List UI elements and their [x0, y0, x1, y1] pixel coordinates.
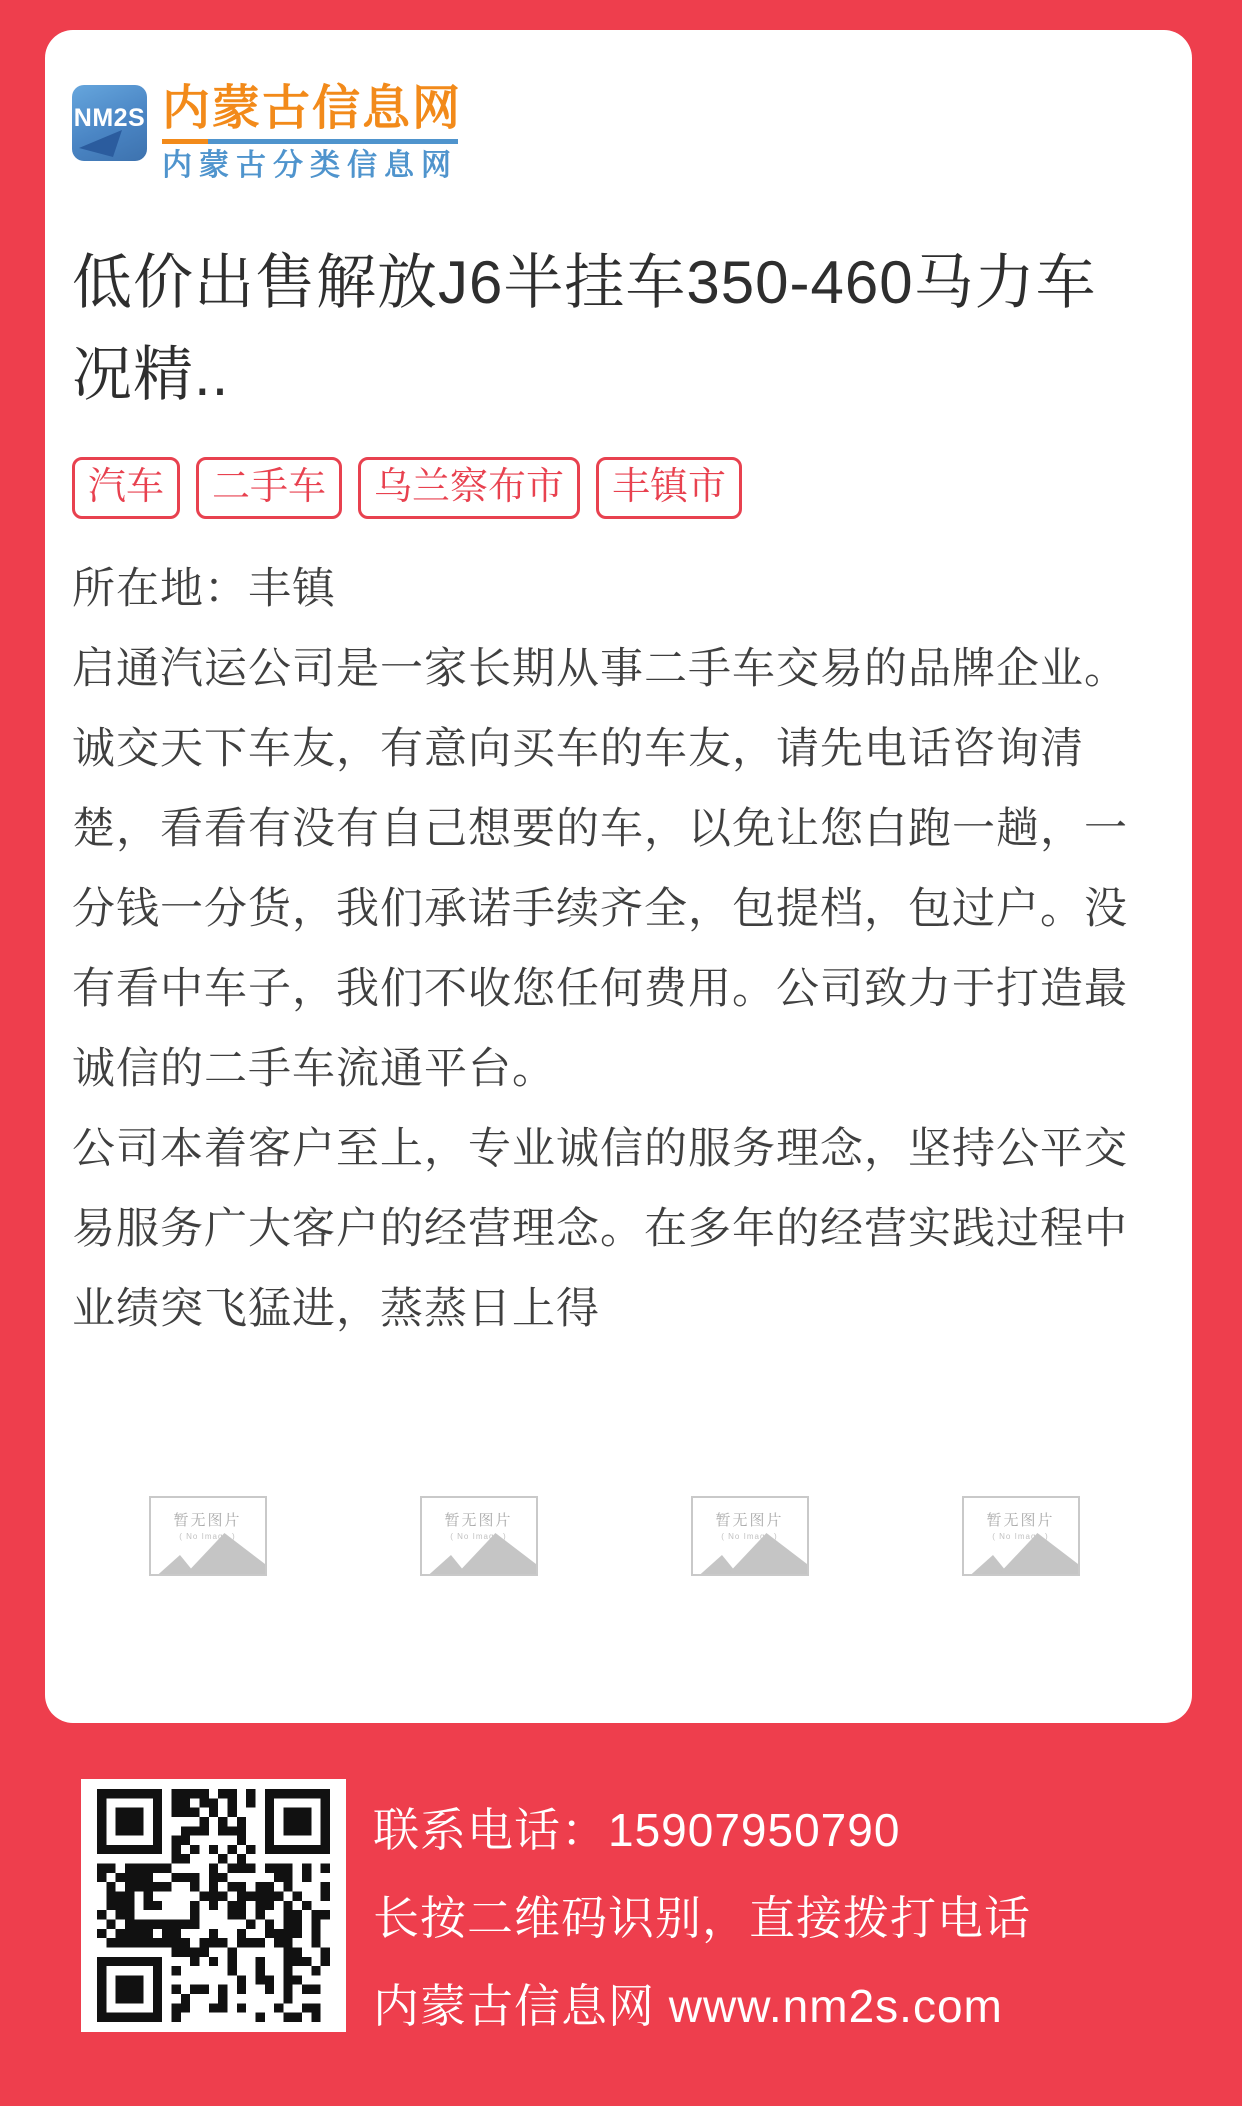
- image-placeholder-row: [72, 1496, 1156, 1576]
- no-image-sublabel: ( No Image ): [992, 1532, 1049, 1541]
- no-image-label: 暂无图片: [986, 1512, 1055, 1529]
- site-url[interactable]: 内蒙古信息网 www.nm2s.com: [373, 1980, 1003, 2032]
- location-line: 所在地：丰镇: [72, 564, 336, 613]
- no-image-placeholder: [149, 1496, 267, 1576]
- listing-card: [45, 30, 1192, 1723]
- no-image-label: 暂无图片: [444, 1512, 513, 1529]
- tag-city[interactable]: 乌兰察布市: [358, 457, 580, 519]
- tag-subcategory[interactable]: 二手车: [196, 457, 342, 519]
- listing-description: [72, 549, 1156, 1349]
- folded-corner-icon: [72, 85, 147, 161]
- mountain-icon: [422, 1528, 536, 1574]
- contact-info: [373, 1783, 1031, 2047]
- logo-subtitle: 内蒙古分类信息网: [162, 149, 458, 182]
- logo-text-block: [162, 82, 463, 182]
- mountain-icon: [964, 1528, 1078, 1574]
- tag-category[interactable]: 汽车: [72, 457, 180, 519]
- qr-code[interactable]: [81, 1779, 346, 2032]
- qr-instruction: 长按二维码识别，直接拨打电话: [373, 1892, 1031, 1944]
- logo-underline: [162, 139, 458, 144]
- mountain-icon: [151, 1528, 265, 1574]
- nm2s-logo-icon: [72, 85, 147, 161]
- qr-code-icon: [97, 1789, 330, 2022]
- listing-title: 低价出售解放J6半挂车350-460马力车况精..: [72, 249, 1097, 408]
- no-image-label: 暂无图片: [173, 1512, 242, 1529]
- contact-phone[interactable]: 联系电话：15907950790: [373, 1804, 901, 1856]
- no-image-placeholder: [691, 1496, 809, 1576]
- no-image-sublabel: ( No Image ): [179, 1532, 236, 1541]
- tag-district[interactable]: 丰镇市: [596, 457, 742, 519]
- no-image-sublabel: ( No Image ): [721, 1532, 778, 1541]
- logo-main-title: 内蒙古信息网: [162, 82, 463, 135]
- site-logo: [72, 82, 1156, 182]
- tag-list: [72, 457, 1156, 519]
- description-paragraph-1: 启通汽运公司是一家长期从事二手车交易的品牌企业。诚交天下车友，有意向买车的车友，请先电话咨询清楚，看看有没有自己想要的车，以免让您白跑一趟，一分钱一分货，我们承诺手续齐全，包提档，包过户。没有看中车子，我们不收您任何费用。公司致力于打造最诚信的二手车流通平台。: [72, 644, 1128, 1093]
- no-image-placeholder: [962, 1496, 1080, 1576]
- mountain-icon: [693, 1528, 807, 1574]
- no-image-sublabel: ( No Image ): [450, 1532, 507, 1541]
- description-paragraph-2: 公司本着客户至上，专业诚信的服务理念，坚持公平交易服务广大客户的经营理念。在多年的经营实践过程中业绩突飞猛进，蒸蒸日上得: [72, 1124, 1128, 1333]
- no-image-label: 暂无图片: [715, 1512, 784, 1529]
- no-image-placeholder: [420, 1496, 538, 1576]
- logo-icon-text: NM2S: [73, 103, 146, 132]
